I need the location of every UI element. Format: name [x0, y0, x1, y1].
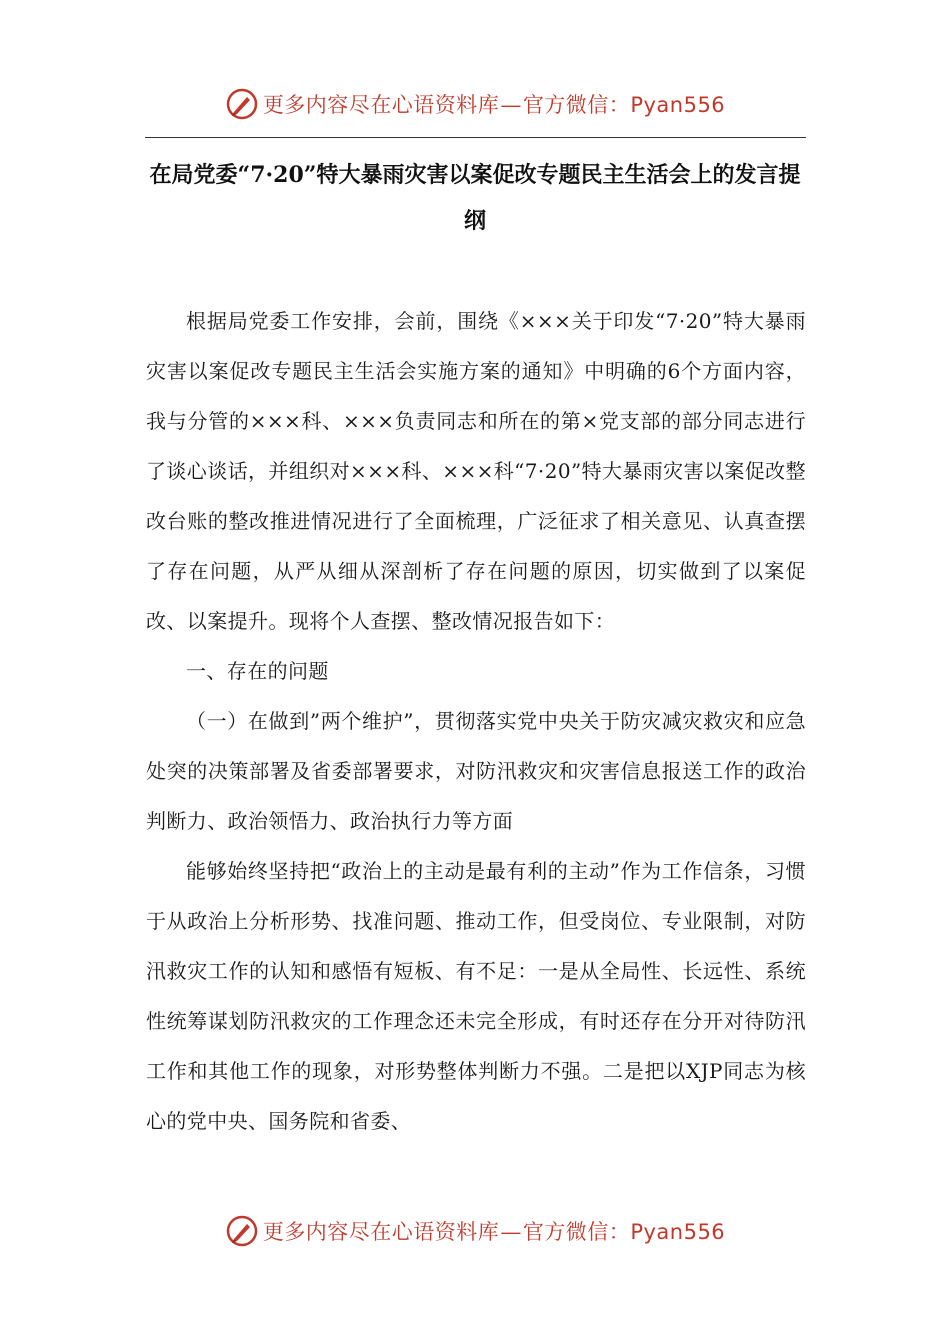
section-heading: 一、存在的问题: [186, 659, 329, 683]
footer-banner: [0, 1211, 950, 1251]
pen-logo-icon: [225, 87, 259, 121]
paragraph-body: 能够始终坚持把“政治上的主动是最有利的主动”作为工作信条，习惯于从政治上分析形势、找准问题、推动工作，但受岗位、专业限制，对防汛救灾工作的认知和感悟有短板、有不足：一是从全局性、长远性、系统性统筹谋划防汛救灾的工作理念还未完全形成，有时还存在分开对待防汛工作和其他工作的现象，对形势整体判断力不强。二是把以XJP同志为核心的党中央、国务院和省委、: [146, 859, 806, 1133]
paragraph-intro: 根据局党委工作安排，会前，围绕《×××关于印发“7·20”特大暴雨灾害以案促改专题民主生活会实施方案的通知》中明确的6个方面内容，我与分管的×××科、×××负责同志和所在的第×党支部的部分同志进行了谈心谈话，并组织对×××科、×××科“7·20”特大暴雨灾害以案促改整改台账的整改推进情况进行了全面梳理，广泛征求了相关意见、认真查摆了存在问题，从严从细从深剖析了存在问题的原因，切实做到了以案促改、以案提升。现将个人查摆、整改情况报告如下：: [146, 309, 806, 633]
subsection-heading: （一）在做到”两个维护”，贯彻落实党中央关于防灾减灾救灾和应急处突的决策部署及省委部署要求，对防汛救灾和灾害信息报送工作的政治判断力、政治领悟力、政治执行力等方面: [146, 709, 806, 833]
header-divider: [145, 137, 806, 138]
pen-logo-icon: [225, 1214, 259, 1248]
header-banner: [0, 84, 950, 124]
header-banner-text: 更多内容尽在心语资料库—官方微信：Pyan556: [262, 93, 726, 117]
document-body: [146, 296, 806, 1146]
footer-banner-text: 更多内容尽在心语资料库—官方微信：Pyan556: [262, 1220, 726, 1244]
document-title: 在局党委“7·20”特大暴雨灾害以案促改专题民主生活会上的发言提纲: [149, 162, 801, 234]
